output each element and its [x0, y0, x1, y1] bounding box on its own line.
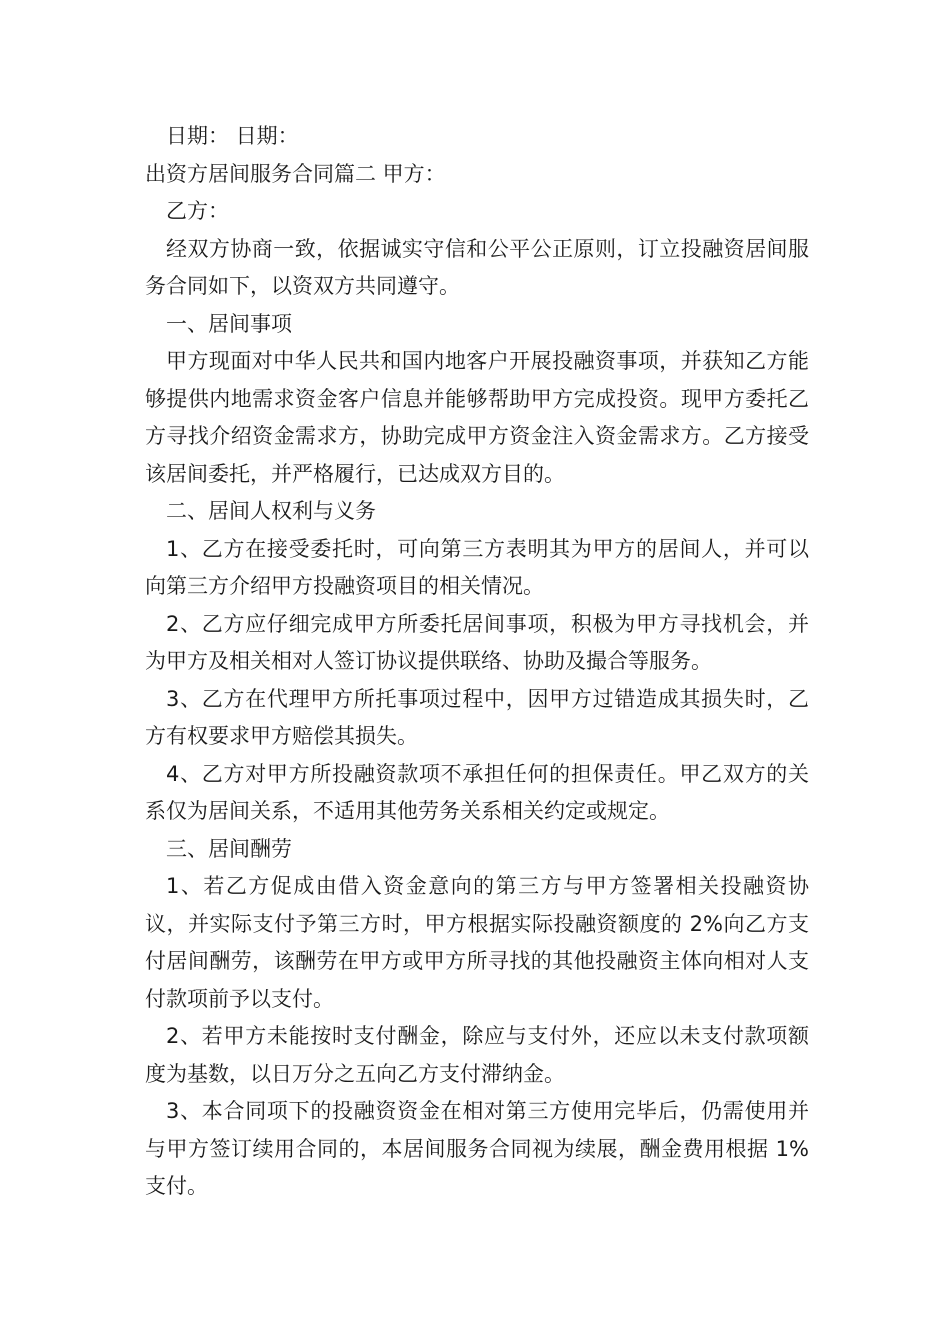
clause-2-3: 3、乙方在代理甲方所托事项过程中，因甲方过错造成其损失时，乙方有权要求甲方赔偿其损失。	[145, 686, 809, 748]
section-1-paragraph: 甲方现面对中华人民共和国内地客户开展投融资事项，并获知乙方能够提供内地需求资金客户信息并能够帮助甲方完成投资。现甲方委托乙方寻找介绍资金需求方，协助完成甲方资金注入资金需求方。乙方接受该居间委托，并严格履行，已达成双方目的。	[145, 349, 809, 486]
clause-2-1: 1、乙方在接受委托时，可向第三方表明其为甲方的居间人，并可以向第三方介绍甲方投融资项目的相关情况。	[145, 536, 809, 598]
clause-2-4: 4、乙方对甲方所投融资款项不承担任何的担保责任。甲乙双方的关系仅为居间关系，不适用其他劳务关系相关约定或规定。	[145, 761, 809, 823]
clause-3-2: 2、若甲方未能按时支付酬金，除应与支付外，还应以未支付款项额度为基数，以日万分之五向乙方支付滞纳金。	[145, 1024, 809, 1086]
document-body	[145, 118, 809, 1206]
date-line: 日期： 日期：	[166, 124, 299, 148]
section-heading-3: 三、居间酬劳	[166, 836, 292, 861]
preamble-paragraph: 经双方协商一致，依据诚实守信和公平公正原则，订立投融资居间服务合同如下，以资双方共同遵守。	[145, 236, 809, 298]
section-heading-2: 二、居间人权利与义务	[166, 499, 376, 523]
contract-title-line: 出资方居间服务合同篇二 甲方：	[145, 161, 446, 186]
clause-3-3: 3、本合同项下的投融资资金在相对第三方使用完毕后，仍需使用并与甲方签订续用合同的，本居间服务合同视为续展，酬金费用根据 1%支付。	[145, 1099, 809, 1198]
clause-3-1: 1、若乙方促成由借入资金意向的第三方与甲方签署相关投融资协议，并实际支付予第三方时，甲方根据实际投融资额度的 2%向乙方支付居间酬劳，该酬劳在甲方或甲方所寻找的其他投融资主体向相对人支付款项前予以支付。	[145, 874, 809, 1011]
party-b-line: 乙方：	[166, 199, 229, 223]
clause-2-2: 2、乙方应仔细完成甲方所委托居间事项，积极为甲方寻找机会，并为甲方及相关相对人签订协议提供联络、协助及撮合等服务。	[145, 611, 809, 673]
section-heading-1: 一、居间事项	[166, 311, 292, 336]
